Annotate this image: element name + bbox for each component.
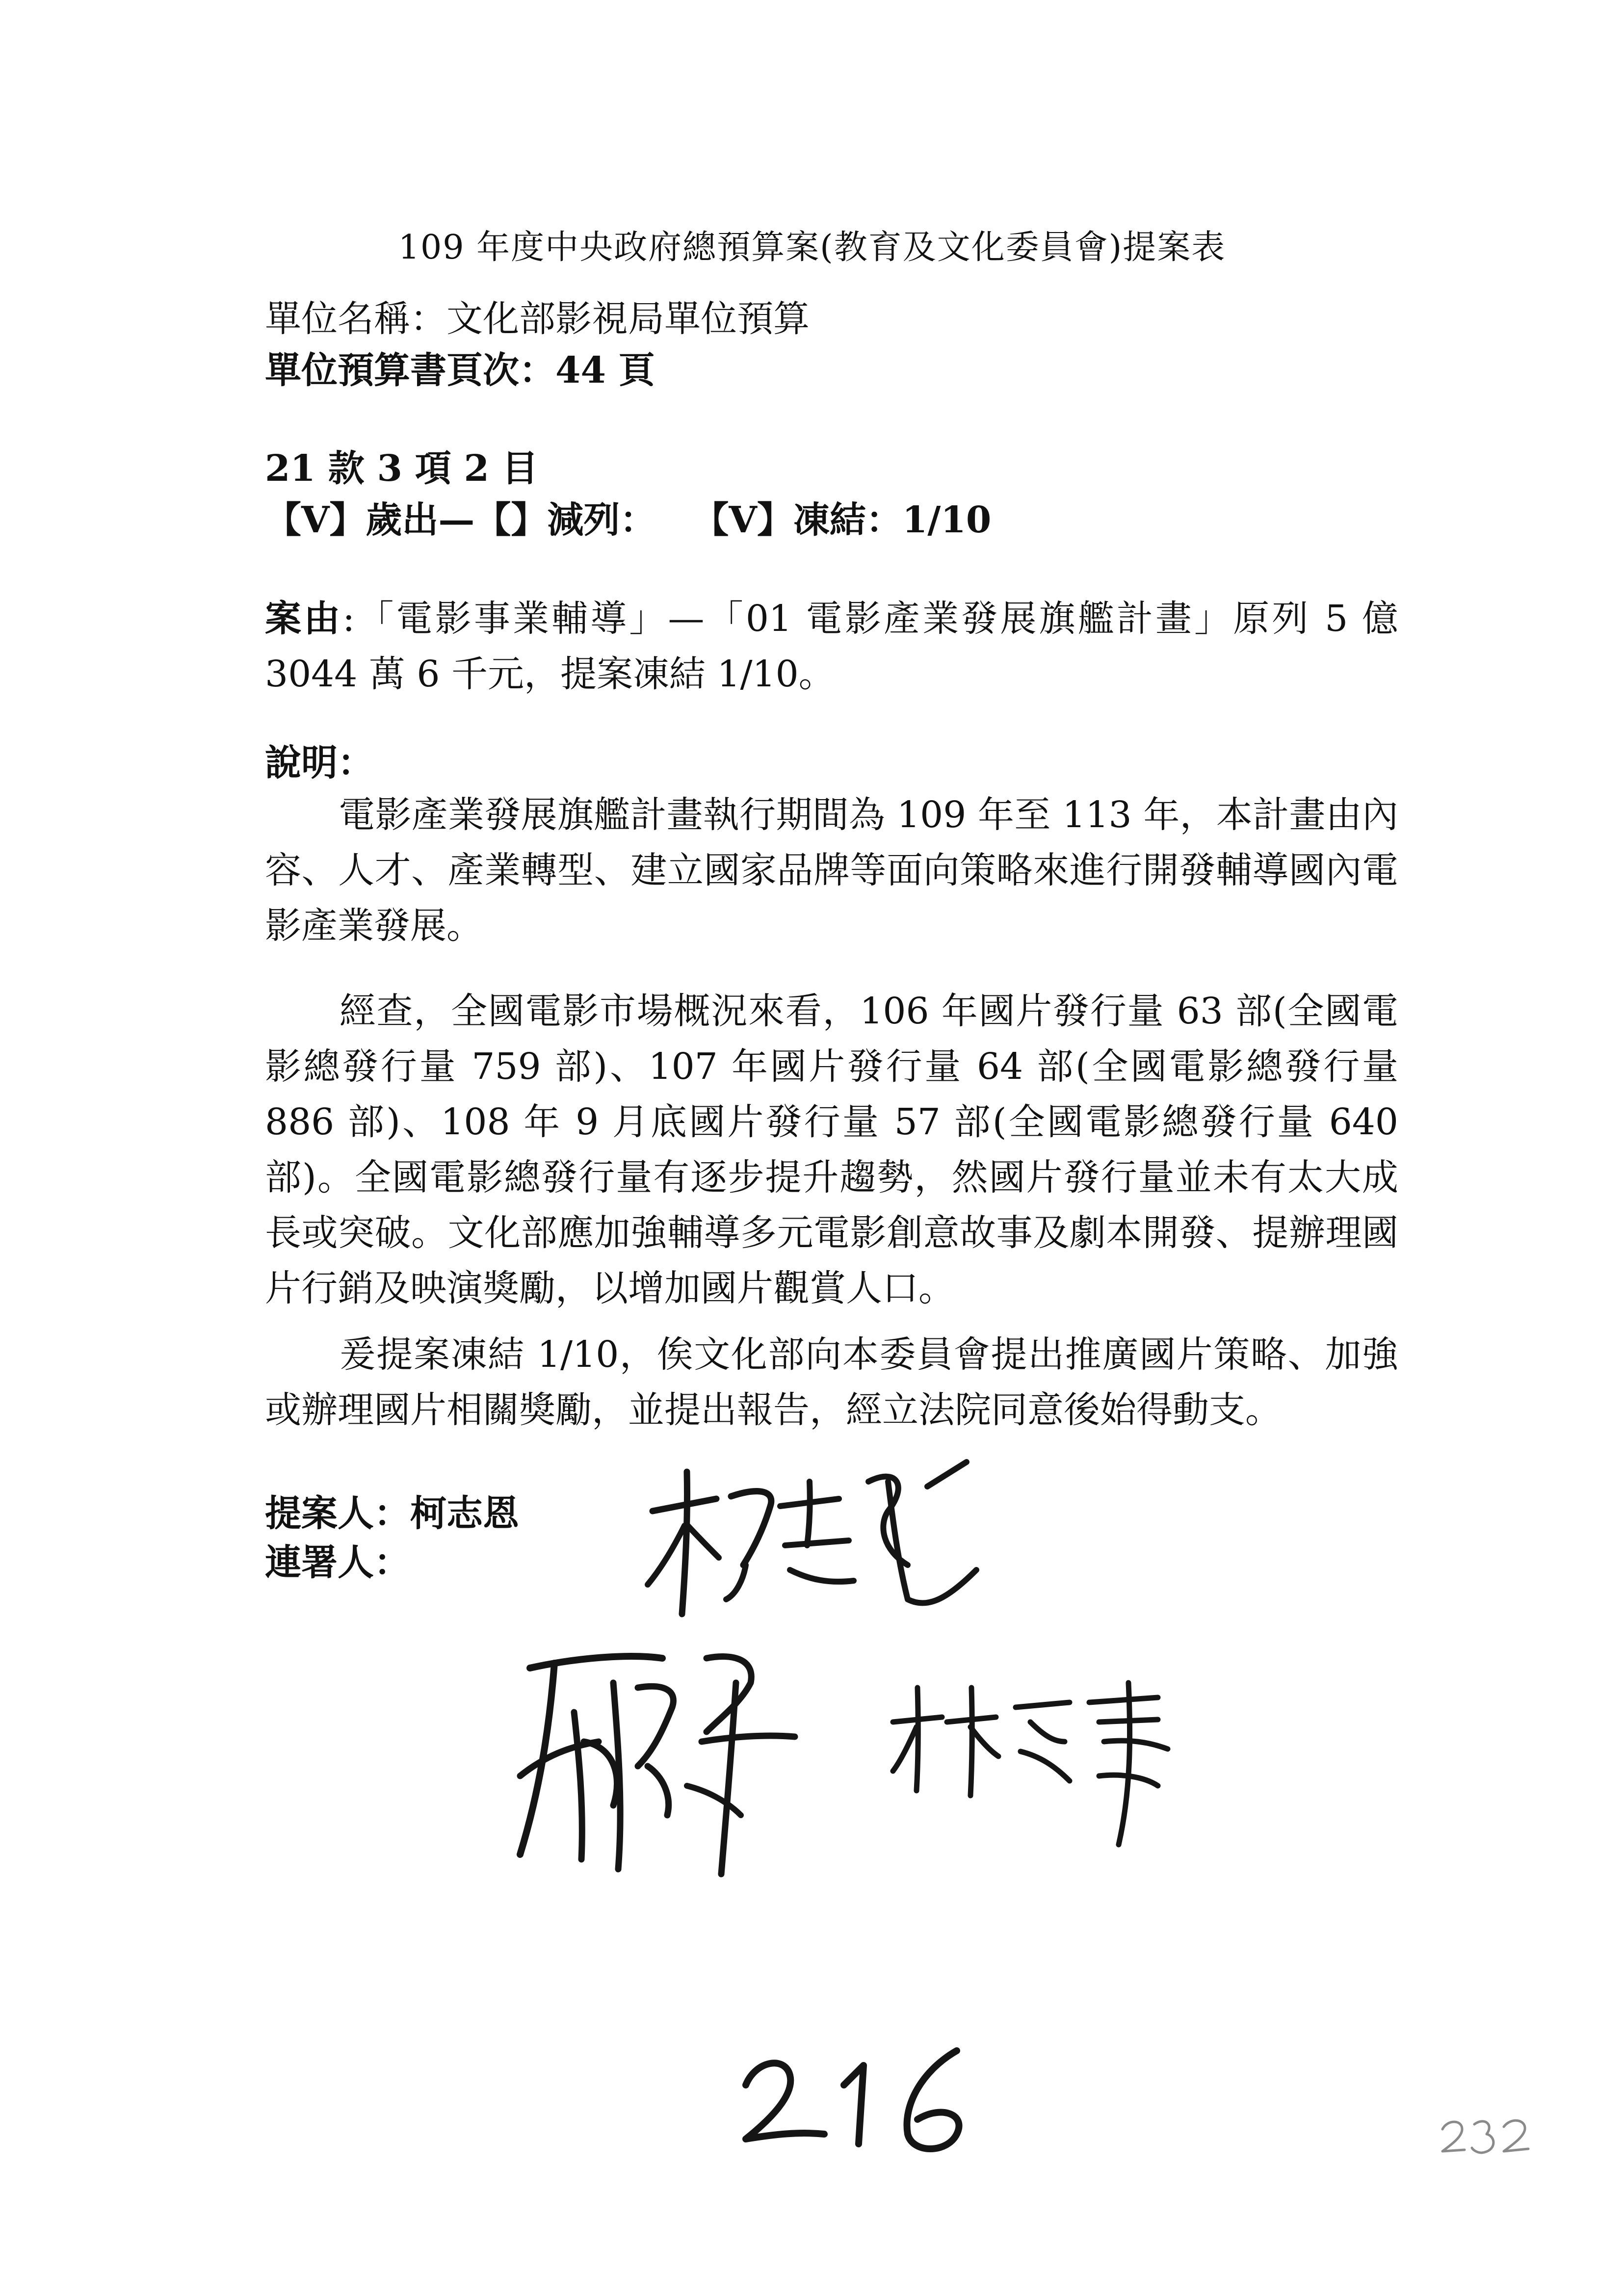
paragraph-2-text: 經查，全國電影市場概況來看，106 年國片發行量 63 部(全國電影總發行量 759 部)、107 年國片發行量 64 部(全國電影總發行量 886 部)、108 年 9 月底國片發行量 57 部(全國電影總發行量 640 部)。全國電影總發行量有逐步提升趨勢，然國片發行量並未有太大成長或突破。文化部應加強輔導多元電影創意故事及劇本開發、提辦理國片行銷及映演獎勵，以增加國片觀賞人口。 xyxy=(265,990,1398,1309)
proposer-line: 提案人：柯志恩 xyxy=(265,1492,519,1535)
paragraph-1 xyxy=(265,787,1398,954)
case-label: 案由 xyxy=(265,598,343,640)
document-title: 109 年度中央政府總預算案(教育及文化委員會)提案表 xyxy=(398,228,1226,267)
signature-lin-yihua xyxy=(883,1668,1197,1854)
item-code: 21 款 3 項 2 目 xyxy=(265,447,538,490)
explanation-label: 說明： xyxy=(265,742,374,784)
paragraph-2 xyxy=(265,984,1398,1316)
paragraph-1-text: 電影產業發展旗艦計畫執行期間為 109 年至 113 年，本計畫由內容、人才、產業轉型、建立國家品牌等面向策略來進行開發輔導國內電影產業發展。 xyxy=(265,794,1398,947)
paragraph-3 xyxy=(265,1327,1398,1438)
signature-he-xinchun xyxy=(500,1629,814,1884)
paragraph-3-text: 爰提案凍結 1/10，俟文化部向本委員會提出推廣國片策略、加強或辦理國片相關獎勵，並提出報告，經立法院同意後始得動支。 xyxy=(265,1333,1398,1431)
stamp-page-number xyxy=(1438,2110,1536,2159)
signature-ke-zhien xyxy=(633,1452,986,1629)
case-text: :「電影事業輔導」—「01 電影產業發展旗艦計畫」原列 5 億 3044 萬 6 千元，提案凍結 1/10。 xyxy=(265,598,1398,695)
unit-name: 單位名稱：文化部影視局單位預算 xyxy=(265,298,810,340)
case-section xyxy=(265,591,1398,702)
handwritten-page-number xyxy=(726,2031,1001,2159)
cosigner-label: 連署人： xyxy=(265,1541,410,1584)
budget-page-ref: 單位預算書頁次：44 頁 xyxy=(265,349,655,391)
budget-options: 【V】歲出—【】減列： 【V】凍結：1/10 xyxy=(265,499,992,541)
